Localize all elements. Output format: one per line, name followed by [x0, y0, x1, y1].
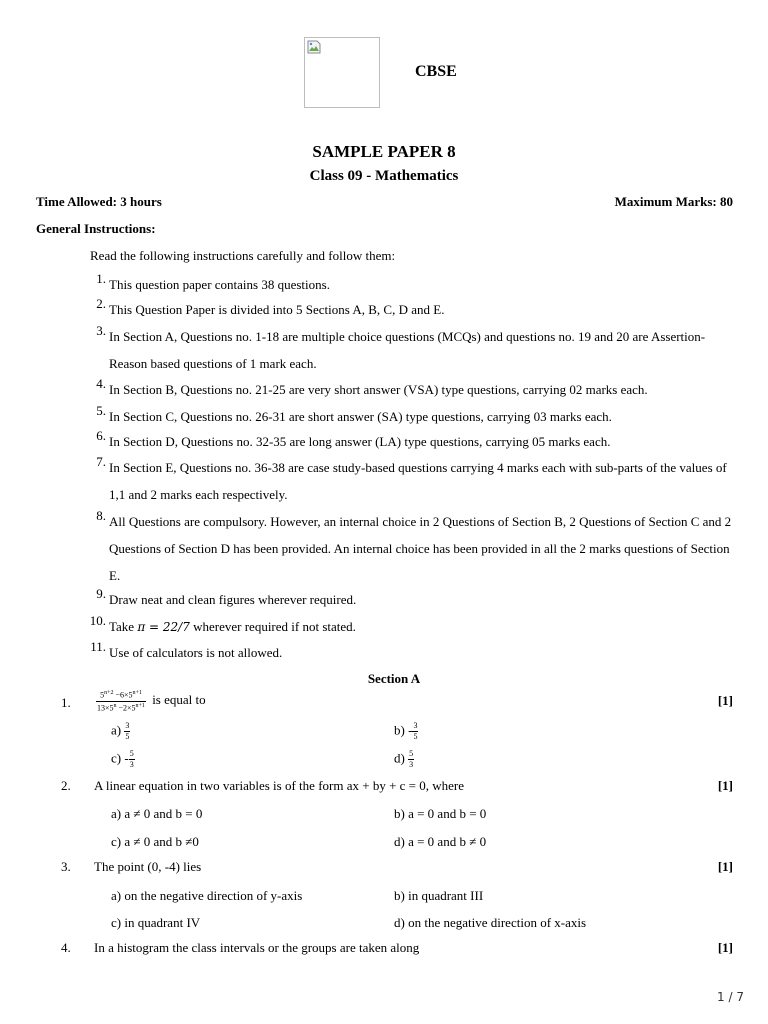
instruction-text: This Question Paper is divided into 5 Sections A, B, C, D and E. — [109, 302, 445, 317]
option-a[interactable]: a) a ≠ 0 and b = 0 — [111, 806, 203, 821]
option-b[interactable]: b) in quadrant III — [394, 888, 484, 903]
fraction-numerator: 3 — [413, 721, 418, 730]
instruction-text: All Questions are compulsory. However, an internal choice in 2 Questions of Section B, 2 Questions of Section C and 2 Questions of Section D has been provided. An internal choice has been provided in all the 2 marks questions of Section E. — [109, 514, 732, 583]
exponent: n+1 — [132, 690, 142, 696]
option-a[interactable]: a) on the negative direction of y-axis — [111, 888, 303, 903]
instruction-number: 5. — [96, 403, 106, 418]
question-marks: [1] — [717, 693, 733, 708]
question-marks: [1] — [717, 859, 733, 874]
question-number: 3. — [61, 859, 71, 874]
option-b[interactable]: b) a = 0 and b = 0 — [394, 806, 487, 821]
instruction-text: This question paper contains 38 questions. — [109, 277, 330, 292]
instruction-number: 1. — [96, 271, 106, 286]
instruction-text-before: Take — [109, 619, 138, 634]
term: 5 — [100, 690, 105, 700]
instructions-heading: General Instructions: — [36, 221, 156, 236]
question-number: 1. — [61, 695, 71, 710]
instruction-text: Use of calculators is not allowed. — [109, 645, 283, 660]
broken-image-icon — [307, 40, 321, 54]
option-label: a) — [111, 722, 122, 738]
question-text: In a histogram the class intervals or the groups are taken along — [94, 940, 420, 955]
option-c[interactable] — [111, 750, 135, 769]
option-b[interactable] — [394, 722, 418, 741]
question-number: 2. — [61, 778, 71, 793]
question-marks: [1] — [717, 778, 733, 793]
instruction-text: Draw neat and clean figures wherever required. — [109, 592, 357, 607]
option-c[interactable]: c) in quadrant IV — [111, 915, 201, 930]
option-a[interactable] — [111, 722, 130, 741]
logo-image-placeholder — [304, 37, 380, 108]
instruction-number: 3. — [96, 323, 106, 338]
option-label: d) — [394, 750, 405, 766]
fraction-numerator: 3 — [125, 721, 130, 730]
fraction-denominator: 3 — [409, 760, 414, 769]
instruction-text: In Section E, Questions no. 36-38 are case study-based questions carrying 4 marks each with sub-parts of the values of 1,1 and 2 marks each respectively. — [109, 460, 727, 502]
pi-formula: π = 22/7 — [137, 620, 190, 634]
question-text: The point (0, -4) lies — [94, 859, 202, 874]
fraction-denominator: 3 — [129, 760, 134, 769]
instruction-text: In Section D, Questions no. 32-35 are long answer (LA) type questions, carrying 05 marks each. — [109, 434, 611, 449]
fraction-denominator — [96, 702, 146, 713]
fraction-denominator: 5 — [413, 732, 418, 741]
term: 13×5 — [97, 703, 114, 713]
option-label: b) — [394, 722, 405, 738]
question-suffix: is equal to — [152, 692, 206, 708]
instruction-number: 4. — [96, 376, 106, 391]
maximum-marks: Maximum Marks: 80 — [614, 194, 733, 209]
instruction-number: 8. — [96, 508, 106, 523]
exponent: n+2 — [104, 690, 114, 696]
option-sign: - — [408, 722, 413, 738]
fraction-numerator: 5 — [129, 749, 134, 758]
board-name: CBSE — [415, 63, 457, 80]
instruction-number: 9. — [96, 586, 106, 601]
question-fraction — [96, 690, 146, 712]
option-sign: - — [124, 750, 129, 766]
instruction-text — [109, 613, 739, 641]
fraction-denominator: 5 — [125, 732, 130, 741]
fraction-numerator: 5 — [409, 749, 414, 758]
option-label: c) — [111, 750, 122, 766]
instruction-number: 6. — [96, 428, 106, 443]
option-d[interactable]: d) a = 0 and b ≠ 0 — [394, 834, 487, 849]
option-fraction — [408, 750, 414, 769]
exponent: n — [113, 702, 117, 709]
option-d[interactable]: d) on the negative direction of x-axis — [394, 915, 587, 930]
option-fraction — [124, 722, 130, 741]
term: −2×5 — [116, 703, 136, 713]
instruction-number: 10. — [89, 613, 106, 628]
instruction-text-after: wherever required if not stated. — [189, 619, 356, 634]
instruction-text: In Section A, Questions no. 1-18 are multiple choice questions (MCQs) and questions no. 19 and 20 are Assertion-Reason based questions of 1 mark each. — [109, 329, 706, 371]
question-text: A linear equation in two variables is of the form ax + by + c = 0, where — [94, 778, 465, 793]
instruction-text: In Section B, Questions no. 21-25 are very short answer (VSA) type questions, carrying 02 marks each. — [109, 382, 648, 397]
instruction-number: 11. — [90, 639, 106, 654]
term: −6×5 — [113, 690, 133, 700]
section-heading: Section A — [367, 671, 421, 686]
fraction-numerator — [96, 690, 146, 702]
paper-subtitle: Class 09 - Mathematics — [309, 168, 459, 184]
instructions-intro: Read the following instructions carefully and follow them: — [90, 248, 396, 263]
page-indicator: 1 / 7 — [717, 990, 744, 1004]
question-text — [96, 690, 206, 712]
paper-title: SAMPLE PAPER 8 — [312, 142, 456, 161]
instruction-number: 7. — [96, 454, 106, 469]
instruction-text: In Section C, Questions no. 26-31 are short answer (SA) type questions, carrying 03 marks each. — [109, 409, 612, 424]
time-allowed: Time Allowed: 3 hours — [36, 194, 162, 209]
option-c[interactable]: c) a ≠ 0 and b ≠0 — [111, 834, 199, 849]
option-d[interactable] — [394, 750, 414, 769]
option-fraction — [412, 722, 418, 741]
option-fraction — [129, 750, 135, 769]
question-number: 4. — [61, 940, 71, 955]
exponent: n+1 — [135, 702, 145, 709]
question-marks: [1] — [717, 940, 733, 955]
instruction-number: 2. — [96, 296, 106, 311]
